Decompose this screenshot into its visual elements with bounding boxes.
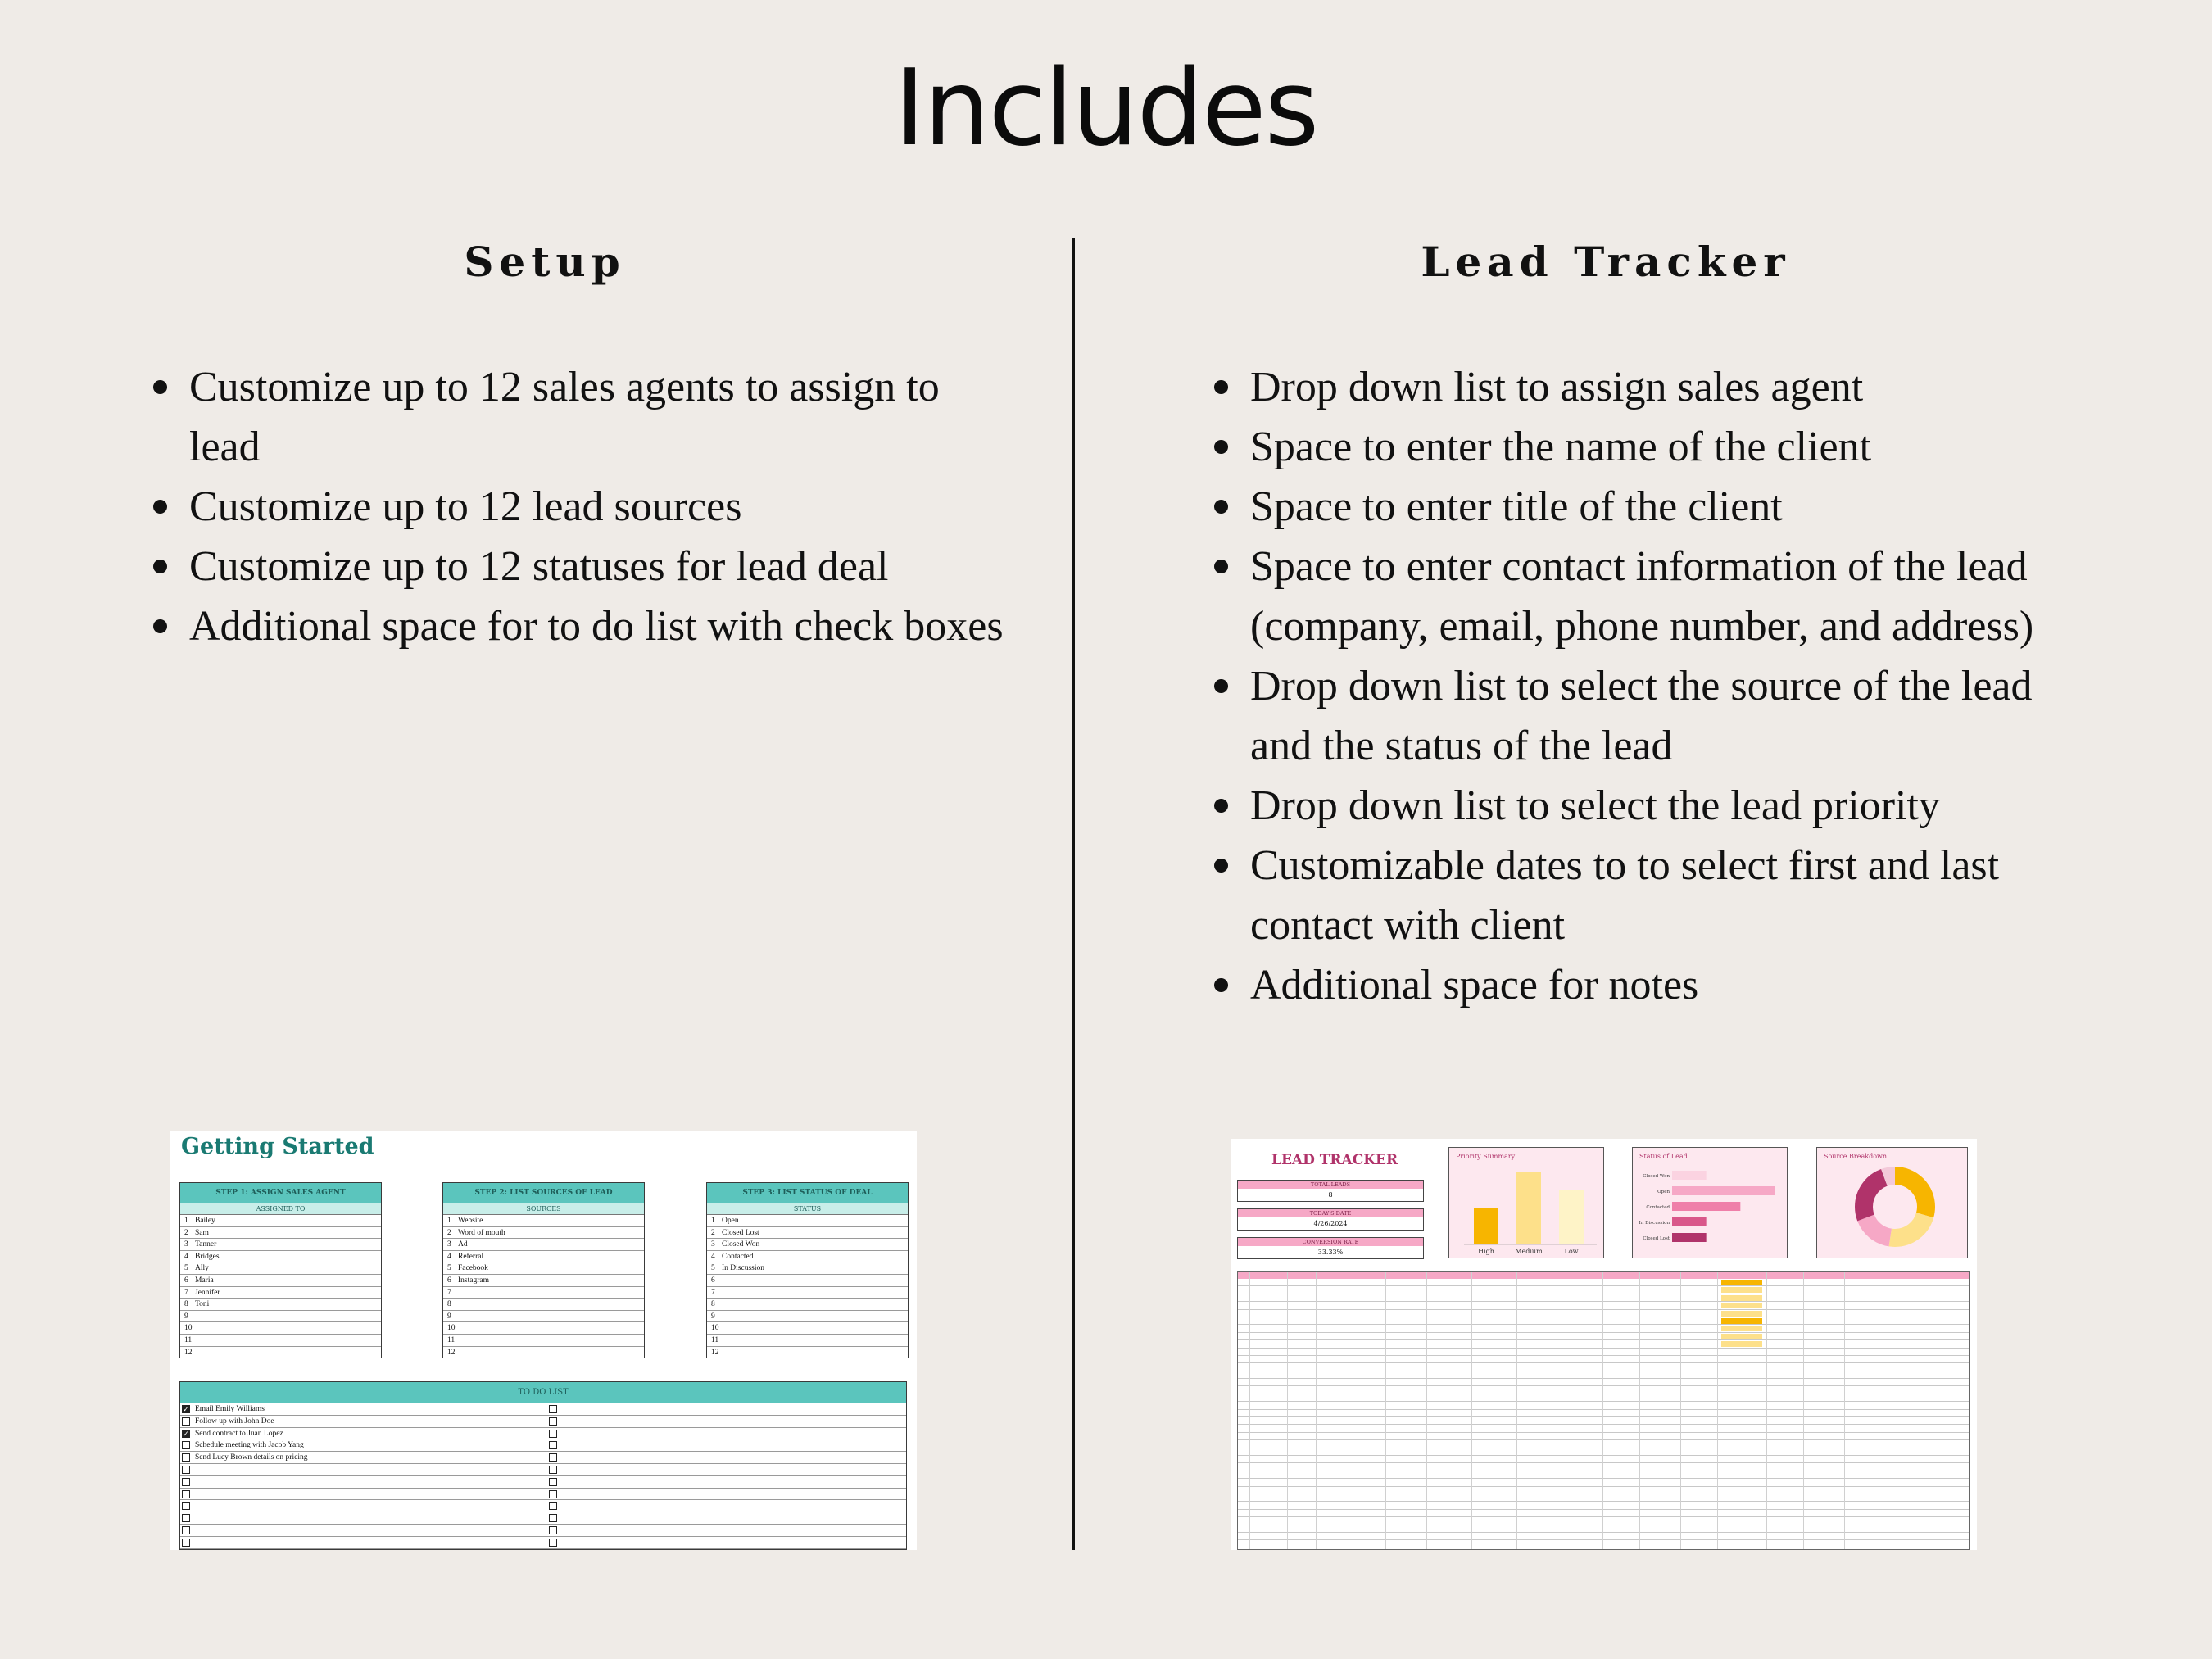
list-item: Drop down list to select the source of the lead and the status of the lead [1213, 656, 2081, 776]
kpi-label: TOTAL LEADS [1238, 1181, 1423, 1189]
table-row[interactable]: 12 [180, 1347, 381, 1359]
chart-title: Status of Lead [1639, 1153, 1688, 1160]
todo-text: Email Emily Williams [195, 1405, 265, 1413]
lead-tracker-heading: Lead Tracker [1421, 238, 1791, 286]
todo-row [180, 1452, 906, 1464]
column-line [1471, 1272, 1472, 1550]
todo-row [180, 1525, 906, 1537]
table-row[interactable] [1238, 1479, 1969, 1486]
kpi-value: 33.33% [1317, 1249, 1344, 1256]
table-row[interactable]: 12 [443, 1347, 644, 1359]
column-line [1426, 1272, 1427, 1550]
source-breakdown-chart [1816, 1147, 1968, 1258]
table-row[interactable] [1238, 1279, 1969, 1286]
kpi-value: 4/26/2024 [1313, 1220, 1348, 1227]
table-row[interactable] [1238, 1417, 1969, 1425]
table-row[interactable]: 9 [707, 1311, 908, 1323]
table-row[interactable] [1238, 1502, 1969, 1509]
table-row[interactable] [1238, 1517, 1969, 1525]
table-row[interactable] [1238, 1310, 1969, 1317]
todo-row [180, 1403, 906, 1416]
priority-cell [1721, 1311, 1762, 1317]
table-row[interactable] [1238, 1433, 1969, 1440]
table-row[interactable]: 9 [180, 1311, 381, 1323]
table-row[interactable]: 6 Maria [180, 1275, 381, 1287]
table-row[interactable]: 10 [443, 1322, 644, 1335]
table-row[interactable]: 7 [707, 1287, 908, 1299]
table-row[interactable]: 10 [180, 1322, 381, 1335]
x-tick-label: Medium [1515, 1248, 1543, 1255]
kpi-value: 8 [1328, 1191, 1333, 1199]
table-row[interactable]: 7 Jennifer [180, 1287, 381, 1299]
table-row[interactable]: 9 [443, 1311, 644, 1323]
page-title: Includes [894, 48, 1318, 170]
priority-cell [1721, 1334, 1762, 1339]
x-tick-label: High [1478, 1248, 1494, 1255]
column-line [1287, 1272, 1288, 1550]
x-tick-label: Low [1564, 1248, 1579, 1255]
table-row[interactable]: 8 Toni [180, 1299, 381, 1311]
source-donut [1817, 1148, 1969, 1259]
table-row[interactable] [1238, 1510, 1969, 1517]
table-row[interactable]: 4 Contacted [707, 1251, 908, 1263]
kpi-label: TODAY'S DATE [1238, 1209, 1423, 1217]
priority-cell [1721, 1318, 1762, 1324]
table-row[interactable]: 10 [707, 1322, 908, 1335]
table-row[interactable] [1238, 1379, 1969, 1386]
table-row[interactable]: 8 [443, 1299, 644, 1311]
table-row[interactable] [1238, 1317, 1969, 1325]
checkbox[interactable] [182, 1417, 190, 1426]
table-row[interactable] [1238, 1471, 1969, 1479]
y-tick-label: Closed Won [1643, 1174, 1670, 1179]
priority-cell [1721, 1303, 1762, 1308]
checkbox[interactable] [549, 1490, 557, 1498]
step-subheader: SOURCES [443, 1203, 644, 1215]
step-header: STEP 3: LIST STATUS OF DEAL [707, 1183, 908, 1203]
table-row[interactable] [1238, 1363, 1969, 1371]
bar [1672, 1171, 1707, 1180]
column-line [1766, 1272, 1767, 1550]
bar [1672, 1233, 1707, 1242]
step2-table [442, 1182, 645, 1358]
column-line [1680, 1272, 1681, 1550]
table-row[interactable]: 3 Ad [443, 1239, 644, 1251]
setup-feature-list [152, 357, 1020, 656]
column-line [1249, 1272, 1250, 1550]
todo-header: TO DO LIST [180, 1382, 906, 1403]
checkbox[interactable] [549, 1417, 557, 1426]
todo-text: Send Lucy Brown details on pricing [195, 1453, 308, 1462]
setup-preview-image [170, 1131, 917, 1550]
lead-tracker-title: LEAD TRACKER [1271, 1152, 1398, 1168]
column-line [1316, 1272, 1317, 1550]
lead-tracker-preview-image [1231, 1139, 1977, 1550]
checkbox[interactable] [182, 1502, 190, 1510]
list-item: Customize up to 12 lead sources [152, 477, 1020, 537]
table-row[interactable] [1238, 1333, 1969, 1340]
step-subheader: ASSIGNED TO [180, 1203, 381, 1215]
step-subheader: STATUS [707, 1203, 908, 1215]
checkbox[interactable] [549, 1514, 557, 1522]
table-row[interactable] [1238, 1533, 1969, 1540]
checkbox[interactable] [549, 1539, 557, 1547]
kpi-conversion-rate [1237, 1237, 1424, 1259]
table-row[interactable] [1238, 1302, 1969, 1309]
checkbox[interactable] [549, 1405, 557, 1413]
table-row[interactable]: 5 In Discussion [707, 1262, 908, 1275]
chart-title: Source Breakdown [1824, 1153, 1888, 1160]
checkbox[interactable] [549, 1430, 557, 1438]
table-row[interactable] [1238, 1425, 1969, 1432]
bar [1559, 1190, 1584, 1244]
setup-heading: Setup [464, 238, 626, 286]
column-line [1602, 1272, 1603, 1550]
checkbox[interactable] [182, 1453, 190, 1462]
step3-table [706, 1182, 909, 1358]
table-row[interactable]: 11 [180, 1335, 381, 1347]
column-line [1385, 1272, 1386, 1550]
lead-table-header [1238, 1272, 1969, 1279]
checkbox[interactable] [182, 1478, 190, 1486]
list-item: Additional space for notes [1213, 955, 2081, 1015]
status-of-lead-chart [1632, 1147, 1788, 1258]
list-item: Additional space for to do list with check boxes [152, 596, 1020, 656]
table-row[interactable] [1238, 1340, 1969, 1348]
checkbox[interactable] [182, 1490, 190, 1498]
y-tick-label: Contacted [1646, 1205, 1670, 1210]
list-item: Customizable dates to to select first and last contact with client [1213, 836, 2081, 955]
y-tick-label: Closed Lost [1643, 1236, 1670, 1241]
table-row[interactable]: 7 [443, 1287, 644, 1299]
step-header: STEP 2: LIST SOURCES OF LEAD [443, 1183, 644, 1203]
column-divider [1072, 238, 1075, 1550]
table-row[interactable]: 2 Closed Lost [707, 1227, 908, 1240]
table-row[interactable]: 5 Facebook [443, 1262, 644, 1275]
list-item: Customize up to 12 sales agents to assign to lead [152, 357, 1020, 477]
todo-text: Send contract to Juan Lopez [195, 1429, 283, 1438]
list-item: Space to enter the name of the client [1213, 417, 2081, 477]
table-row[interactable]: 4 Bridges [180, 1251, 381, 1263]
table-row[interactable] [1238, 1440, 1969, 1448]
table-row[interactable]: 1 Open [707, 1215, 908, 1227]
column-line [1639, 1272, 1640, 1550]
table-row[interactable]: 1 Website [443, 1215, 644, 1227]
table-row[interactable] [1238, 1286, 1969, 1294]
column-line [1844, 1272, 1845, 1550]
todo-row [180, 1416, 906, 1428]
table-row[interactable] [1238, 1456, 1969, 1463]
list-item: Customize up to 12 statuses for lead deal [152, 537, 1020, 596]
step1-table [179, 1182, 382, 1358]
bar [1474, 1208, 1498, 1244]
bar [1516, 1172, 1541, 1244]
table-row[interactable] [1238, 1525, 1969, 1533]
table-row[interactable]: 1 Bailey [180, 1215, 381, 1227]
table-row[interactable]: 2 Word of mouth [443, 1227, 644, 1240]
list-item: Drop down list to assign sales agent [1213, 357, 2081, 417]
table-row[interactable]: 11 [707, 1335, 908, 1347]
checkbox[interactable]: ✓ [183, 1405, 189, 1413]
checkbox[interactable] [549, 1466, 557, 1474]
table-row[interactable] [1238, 1294, 1969, 1302]
table-row[interactable]: 6 Instagram [443, 1275, 644, 1287]
priority-cell [1721, 1287, 1762, 1293]
todo-text: Follow up with John Doe [195, 1416, 274, 1426]
lead-tracker-feature-list [1213, 357, 2081, 1015]
table-row[interactable] [1238, 1325, 1969, 1332]
table-row[interactable] [1238, 1402, 1969, 1409]
todo-list-table [179, 1381, 907, 1550]
table-row[interactable] [1238, 1487, 1969, 1494]
todo-row [180, 1512, 906, 1525]
table-row[interactable] [1238, 1371, 1969, 1379]
todo-row [180, 1428, 906, 1440]
todo-row [180, 1439, 906, 1452]
priority-cell [1721, 1326, 1762, 1331]
list-item: Space to enter contact information of the lead (company, email, phone number, and address) [1213, 537, 2081, 656]
table-row[interactable]: 6 [707, 1275, 908, 1287]
table-row[interactable]: 2 Sam [180, 1227, 381, 1240]
table-row[interactable] [1238, 1463, 1969, 1471]
table-row[interactable] [1238, 1540, 1969, 1548]
kpi-label: CONVERSION RATE [1238, 1238, 1423, 1246]
column-line [1717, 1272, 1718, 1550]
todo-row [180, 1476, 906, 1489]
bar [1672, 1186, 1775, 1195]
checkbox[interactable] [549, 1526, 557, 1534]
table-row[interactable] [1238, 1349, 1969, 1356]
y-tick-label: In Discussion [1639, 1221, 1670, 1226]
table-row[interactable]: 12 [707, 1347, 908, 1359]
checkbox[interactable] [549, 1441, 557, 1449]
priority-summary-chart [1448, 1147, 1604, 1258]
bar [1672, 1217, 1707, 1226]
table-row[interactable]: 3 Tanner [180, 1239, 381, 1251]
checkbox[interactable] [549, 1478, 557, 1486]
table-row[interactable]: 4 Referral [443, 1251, 644, 1263]
column-line [1803, 1272, 1804, 1550]
table-row[interactable] [1238, 1494, 1969, 1502]
table-row[interactable] [1238, 1356, 1969, 1363]
table-row[interactable]: 3 Closed Won [707, 1239, 908, 1251]
checkbox[interactable] [549, 1453, 557, 1462]
priority-cell [1721, 1341, 1762, 1347]
checkbox[interactable] [182, 1539, 190, 1547]
priority-cell [1721, 1280, 1762, 1285]
checkbox[interactable] [182, 1466, 190, 1474]
kpi-todays-date [1237, 1208, 1424, 1231]
table-row[interactable] [1238, 1386, 1969, 1394]
table-row[interactable]: 8 [707, 1299, 908, 1311]
todo-row [180, 1464, 906, 1476]
todo-row [180, 1500, 906, 1512]
checkbox[interactable] [182, 1514, 190, 1522]
table-row[interactable] [1238, 1410, 1969, 1417]
list-item: Drop down list to select the lead priority [1213, 776, 2081, 836]
todo-text: Schedule meeting with Jacob Yang [195, 1441, 304, 1450]
checkbox[interactable] [182, 1526, 190, 1534]
bar [1672, 1202, 1740, 1211]
column-line [1516, 1272, 1517, 1550]
todo-row [180, 1489, 906, 1501]
todo-row [180, 1537, 906, 1549]
checkbox[interactable] [182, 1441, 190, 1449]
priority-cell [1721, 1295, 1762, 1301]
table-row[interactable] [1238, 1448, 1969, 1456]
step-header: STEP 1: ASSIGN SALES AGENT [180, 1183, 381, 1203]
lead-table [1237, 1271, 1970, 1550]
y-tick-label: Open [1657, 1190, 1670, 1194]
checkbox[interactable] [549, 1502, 557, 1510]
checkbox[interactable]: ✓ [183, 1429, 189, 1438]
table-row[interactable]: 11 [443, 1335, 644, 1347]
table-row[interactable]: 5 Ally [180, 1262, 381, 1275]
getting-started-title: Getting Started [181, 1134, 374, 1159]
kpi-total-leads [1237, 1180, 1424, 1202]
table-row[interactable] [1238, 1394, 1969, 1402]
list-item: Space to enter title of the client [1213, 477, 2081, 537]
chart-title: Priority Summary [1456, 1153, 1516, 1160]
